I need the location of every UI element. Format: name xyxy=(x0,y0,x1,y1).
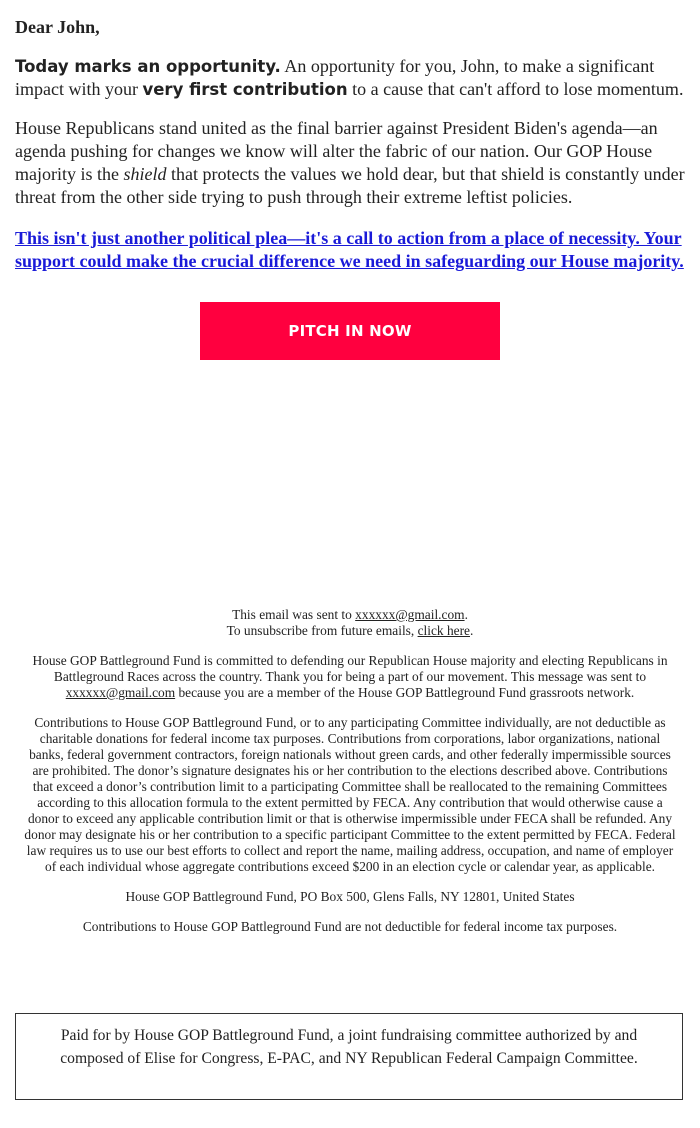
button-container xyxy=(15,302,685,360)
about-text-b: because you are a member of the House GOP Battleground Fund grassroots network. xyxy=(175,685,635,700)
sent-to-line xyxy=(22,607,678,623)
legal-disclaimer: Contributions to House GOP Battleground Fund, or to any participating Committee individually, are not deductible as charitable donations for federal income tax purposes. Contributions from corporations, labor organizations, national banks, federal government contractors, foreign nationals without green cards, and other federally impermissible sources are prohibited. The donor’s signature designates his or her contribution to the elections described above. Contributions that exceed a donor’s contribution limit to a participating Committee shall be reallocated to the remaining Committees according to this allocation formula to the extent permitted by FECA. Any contribution that would otherwise cause a donor to exceed any applicable contribution limit or that is otherwise impermissible under FECA shall be refunded. Any donor may designate his or her contribution to a specific participant Committee to the extent permitted by FECA. Federal law requires us to use our best efforts to collect and report the name, mailing address, occupation, and name of employer of each individual whose aggregate contributions exceed $200 in an election cycle or calendar year, as applicable. xyxy=(24,715,676,874)
intro-bold-lead: Today marks an opportunity. xyxy=(15,57,281,76)
about-text-a: House GOP Battleground Fund is committed to defending our Republican House majority and electing Republicans in Battleground Races across the country. Thank you for being a part of our movement. This message was sent to xyxy=(32,653,668,684)
pitch-in-now-button[interactable]: PITCH IN NOW xyxy=(200,302,500,360)
sent-to-prefix: This email was sent to xyxy=(232,607,356,622)
context-text-b: that protects the values we hold dear, but that shield is constantly under threat from the other side trying to push through their extreme leftist policies. xyxy=(15,164,685,207)
context-text-a: House Republicans stand united as the final barrier against President Biden's agenda—an agenda pushing for changes we know will alter the fabric of our nation. Our GOP House majority is the xyxy=(15,118,658,184)
unsubscribe-prefix: To unsubscribe from future emails, xyxy=(226,623,418,638)
sent-to-email-link[interactable]: xxxxxx@gmail.com xyxy=(355,607,465,622)
paid-for-disclaimer-box xyxy=(15,1013,683,1100)
about-paragraph xyxy=(22,653,678,701)
sent-to-suffix: . xyxy=(464,607,468,622)
call-to-action-link[interactable]: This isn't just another political plea—it's a call to action from a place of necessity. Your support could make the crucial difference we need in safeguarding our House majority. xyxy=(15,228,684,271)
unsubscribe-suffix: . xyxy=(470,623,474,638)
intro-text-b: to a cause that can't afford to lose momentum. xyxy=(347,79,684,99)
intro-text-a: An opportunity for you, John, to make a significant impact with your xyxy=(15,56,655,99)
intro-bold-mid: very first contribution xyxy=(142,80,348,99)
intro-paragraph xyxy=(15,55,685,101)
unsubscribe-line xyxy=(22,623,678,639)
about-email-link[interactable]: xxxxxx@gmail.com xyxy=(65,685,176,700)
email-footer xyxy=(22,607,678,935)
email-body xyxy=(15,0,685,360)
greeting: Dear John, xyxy=(15,17,100,37)
unsubscribe-link[interactable]: click here xyxy=(417,623,470,638)
paid-for-text: Paid for by House GOP Battleground Fund, a joint fundraising committee authorized by and composed of Elise for Congress, E-PAC, and NY Republican Federal Campaign Committee. xyxy=(60,1027,638,1067)
context-italic: shield xyxy=(123,164,167,184)
mailing-address: House GOP Battleground Fund, PO Box 500, Glens Falls, NY 12801, United States xyxy=(125,889,575,904)
context-paragraph xyxy=(15,117,685,209)
tax-disclaimer: Contributions to House GOP Battleground Fund are not deductible for federal income tax purposes. xyxy=(82,919,618,934)
